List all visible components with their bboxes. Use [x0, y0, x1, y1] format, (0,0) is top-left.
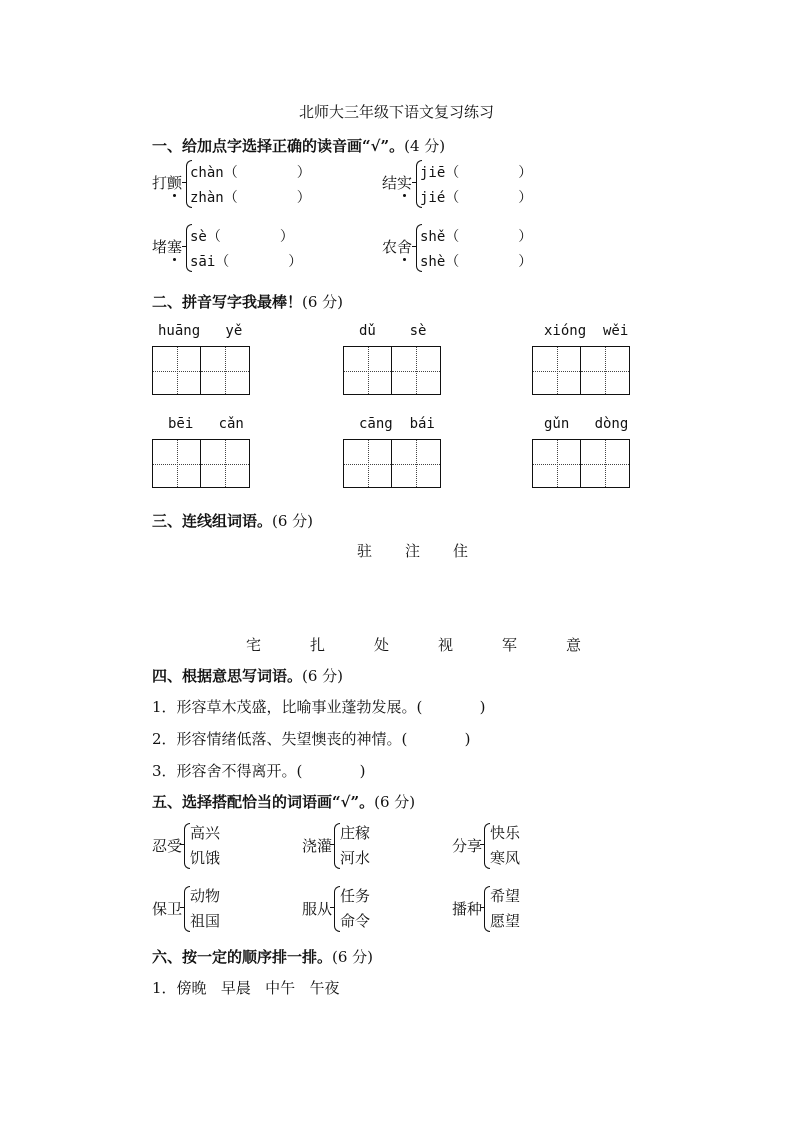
- writing-box[interactable]: [343, 439, 392, 488]
- match-bottom-char[interactable]: 处: [374, 636, 390, 654]
- q1-item-4: 农舍 shě（ ） shè（ ）: [382, 222, 582, 274]
- section-3-heading: 三、连线组词语。(6 分): [152, 512, 314, 530]
- match-top-char[interactable]: 驻: [357, 542, 373, 560]
- q1-option[interactable]: sāi（ ）: [190, 254, 303, 270]
- q1-option[interactable]: sè（ ）: [190, 229, 294, 245]
- match-top-char[interactable]: 住: [453, 542, 469, 560]
- match-bottom-char[interactable]: 视: [438, 636, 454, 654]
- pinyin-item-1: [152, 323, 250, 395]
- q5-option[interactable]: 任务: [340, 887, 371, 905]
- writing-box[interactable]: [201, 439, 250, 488]
- pinyin-label: dǔ sè: [359, 323, 427, 339]
- page-title: 北师大三年级下语文复习练习: [298, 103, 494, 121]
- pinyin-item-3: [532, 323, 630, 395]
- writing-box[interactable]: [343, 346, 392, 395]
- q5-option[interactable]: 河水: [340, 849, 371, 867]
- definition-item[interactable]: 1．形容草木茂盛，比喻事业蓬勃发展。( ): [152, 698, 486, 716]
- pinyin-label: huāng yě: [158, 323, 243, 339]
- match-bottom-char[interactable]: 意: [566, 636, 582, 654]
- q5-item-3: 分享 快乐 寒风: [452, 824, 521, 867]
- pinyin-item-2: [343, 323, 441, 395]
- q5-option[interactable]: 饥饿: [190, 849, 221, 867]
- match-top-char[interactable]: 注: [405, 542, 421, 560]
- q1-option[interactable]: chàn（ ）: [190, 165, 311, 181]
- pinyin-item-4: [152, 416, 250, 488]
- writing-box[interactable]: [152, 439, 201, 488]
- match-bottom-char[interactable]: 扎: [310, 636, 326, 654]
- q5-item-2: 浇灌 庄稼 河水: [302, 824, 371, 867]
- q5-option[interactable]: 愿望: [490, 912, 521, 930]
- q5-item-1: 忍受 高兴 饥饿: [152, 824, 221, 867]
- q5-option[interactable]: 高兴: [190, 824, 221, 842]
- section-2-heading: 二、拼音写字我最棒！(6 分): [152, 293, 344, 311]
- q5-option[interactable]: 快乐: [490, 824, 521, 842]
- writing-box[interactable]: [152, 346, 201, 395]
- match-bottom-char[interactable]: 军: [502, 636, 518, 654]
- q5-option[interactable]: 寒风: [490, 849, 521, 867]
- section-4-heading: 四、根据意思写词语。(6 分): [152, 667, 344, 685]
- writing-box[interactable]: [581, 346, 630, 395]
- definition-item[interactable]: 2．形容情绪低落、失望懊丧的神情。( ): [152, 730, 471, 748]
- q5-item-4: 保卫 动物 祖国: [152, 887, 221, 930]
- q5-item-5: 服从 任务 命令: [302, 887, 371, 930]
- writing-box[interactable]: [201, 346, 250, 395]
- writing-box[interactable]: [581, 439, 630, 488]
- q1-option[interactable]: zhàn（ ）: [190, 190, 311, 206]
- pinyin-item-6: [532, 416, 630, 488]
- writing-box[interactable]: [532, 346, 581, 395]
- q1-item-1: 打颤 chàn（ ） zhàn（ ）: [152, 158, 352, 210]
- definition-item[interactable]: 3．形容舍不得离开。( ): [152, 762, 366, 780]
- section-1-heading: 一、给加点字选择正确的读音画“√”。(4 分): [152, 137, 446, 155]
- pinyin-label: cāng bái: [359, 416, 435, 432]
- q1-option[interactable]: shě（ ）: [420, 229, 533, 245]
- writing-box[interactable]: [532, 439, 581, 488]
- q5-option[interactable]: 庄稼: [340, 824, 371, 842]
- q1-item-3: 堵塞 sè（ ） sāi（ ）: [152, 222, 352, 274]
- match-bottom-char[interactable]: 宅: [246, 636, 262, 654]
- order-item[interactable]: 1．傍晚 早晨 中午 午夜: [152, 979, 340, 997]
- q5-option[interactable]: 命令: [340, 912, 371, 930]
- pinyin-label: bēi cǎn: [168, 416, 244, 432]
- writing-box[interactable]: [392, 346, 441, 395]
- q1-option[interactable]: jiē（ ）: [420, 165, 533, 181]
- q1-item-2: 结实 jiē（ ） jié（ ）: [382, 158, 582, 210]
- q5-option[interactable]: 动物: [190, 887, 221, 905]
- section-5-heading: 五、选择搭配恰当的词语画“√”。(6 分): [152, 793, 416, 811]
- q1-option[interactable]: jié（ ）: [420, 190, 533, 206]
- q1-option[interactable]: shè（ ）: [420, 254, 533, 270]
- pinyin-label: gǔn dòng: [544, 416, 629, 432]
- writing-box[interactable]: [392, 439, 441, 488]
- q5-option[interactable]: 希望: [490, 887, 521, 905]
- pinyin-label: xióng wěi: [544, 323, 629, 339]
- pinyin-item-5: [343, 416, 441, 488]
- q5-item-6: 播种 希望 愿望: [452, 887, 521, 930]
- q5-option[interactable]: 祖国: [190, 912, 221, 930]
- section-6-heading: 六、按一定的顺序排一排。(6 分): [152, 948, 374, 966]
